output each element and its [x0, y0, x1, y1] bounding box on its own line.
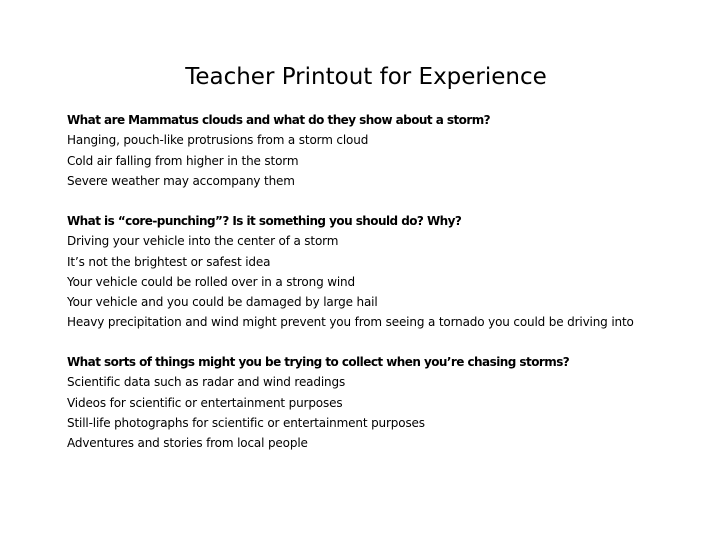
question-storm-chasing-collection: What sorts of things might you be trying to collect when you’re chasing storms? — [67, 355, 570, 369]
answer-item: Scientific data such as radar and wind readings — [67, 375, 346, 390]
answer-item: Driving your vehicle into the center of a storm — [67, 234, 339, 249]
answer-item: Heavy precipitation and wind might prevent you from seeing a tornado you could be driving into — [67, 315, 634, 330]
answer-item: Your vehicle could be rolled over in a strong wind — [67, 274, 355, 289]
question-core-punching: What is “core-punching”? Is it something you should do? Why? — [67, 214, 462, 228]
answer-item: Severe weather may accompany them — [67, 173, 295, 188]
answer-item: It’s not the brightest or safest idea — [67, 254, 271, 269]
answer-item: Videos for scientific or entertainment purposes — [67, 395, 343, 410]
section-storm-chasing-collection — [67, 352, 687, 453]
question-mammatus-clouds: What are Mammatus clouds and what do they show about a storm? — [67, 113, 491, 127]
section-core-punching — [67, 211, 687, 333]
answer-item: Your vehicle and you could be damaged by large hail — [67, 295, 378, 310]
answer-item: Hanging, pouch-like protrusions from a storm cloud — [67, 133, 369, 148]
page-title: Teacher Printout for Experience — [185, 64, 547, 90]
answer-item: Cold air falling from higher in the storm — [67, 153, 299, 168]
section-mammatus-clouds — [67, 110, 687, 191]
answer-item: Adventures and stories from local people — [67, 436, 308, 451]
answer-item: Still-life photographs for scientific or entertainment purposes — [67, 415, 425, 430]
